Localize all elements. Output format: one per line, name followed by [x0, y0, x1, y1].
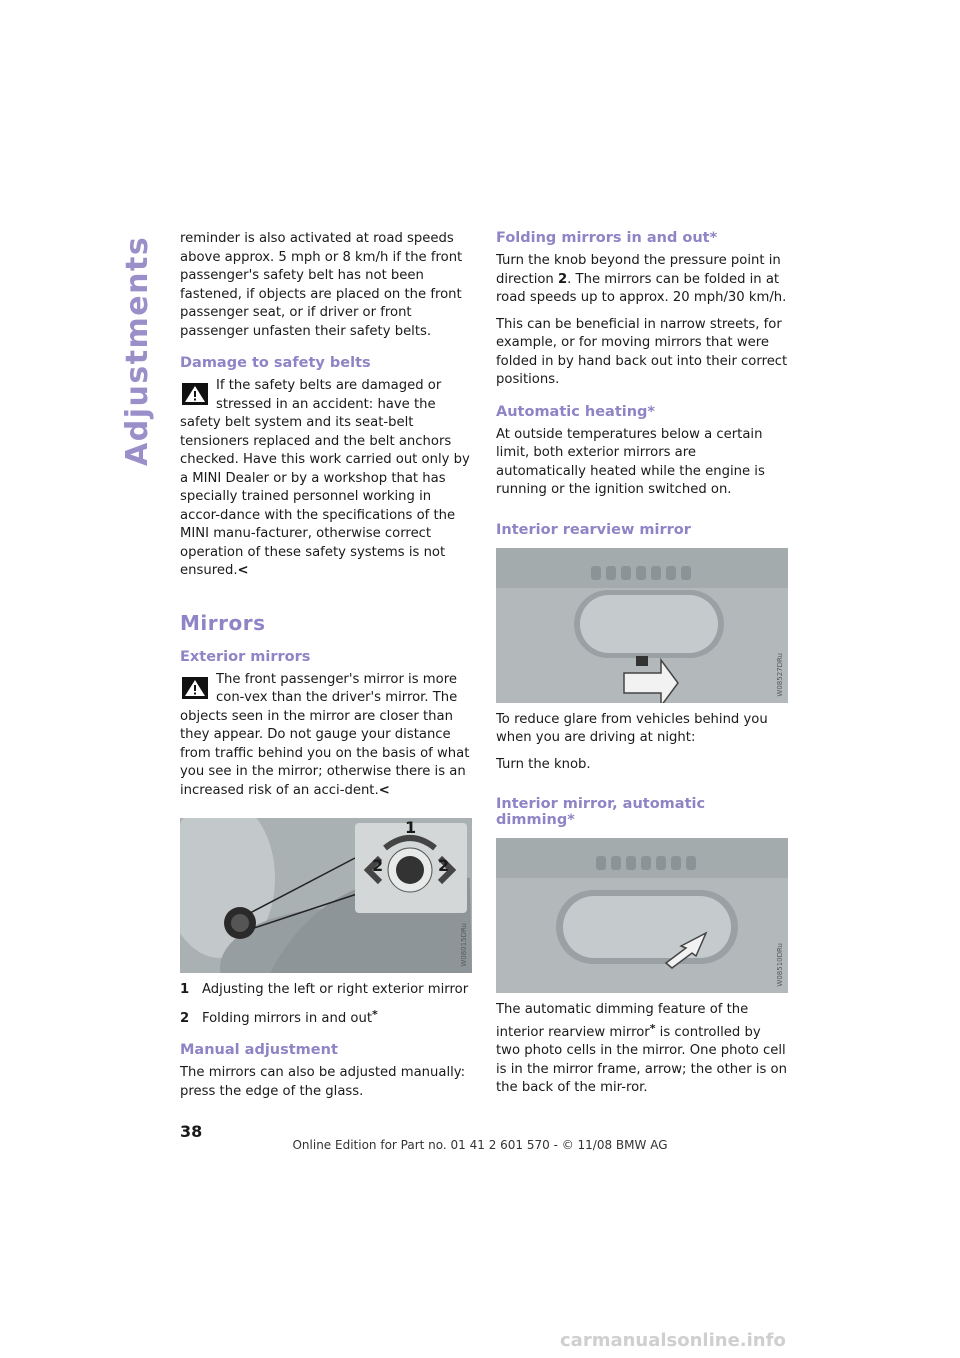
list-text: Adjusting the left or right exterior mirror: [202, 982, 469, 997]
rearview-mirror-photo: [496, 548, 788, 703]
end-mark: <: [378, 782, 390, 798]
photo-code: W08510DRu: [776, 943, 784, 987]
folding-heading: Folding mirrors in and out*: [496, 230, 718, 246]
rearview-mirror-illustration: [496, 548, 788, 703]
right-column: [496, 230, 788, 1106]
damage-heading: Damage to safety belts: [180, 355, 371, 371]
heating-text: At outside temperatures below a certain limit, both exterior mirrors are automatically heated while the engine is running or the ignition switched on.: [496, 426, 765, 497]
side-title-text: Adjustments: [120, 235, 155, 466]
dimming-mirror-illustration: [496, 838, 788, 993]
dimming-text-a: The automatic dimming feature of the interior rearview mirror: [496, 1002, 749, 1040]
intro-paragraph: reminder is also activated at road speeds above approx. 5 mph or 8 km/h if the front passenger's safety belt has not been fastened, if objects are placed on the front passenger seat, or if driver or front passenger unfasten their safety belts.: [180, 231, 463, 339]
watermark: carmanualsonline.info: [560, 1330, 786, 1351]
list-item: [180, 1006, 472, 1029]
callout-2-right: 2: [438, 856, 450, 875]
left-column: [180, 230, 472, 1109]
warning-icon: [182, 383, 208, 405]
page-number: 38: [180, 1122, 203, 1141]
rearview-paragraph-2: Turn the knob.: [496, 756, 591, 772]
damage-warning: [180, 377, 472, 581]
mirror-control-illustration: [180, 818, 472, 973]
optional-star: *: [372, 1007, 378, 1021]
folding-text-c: . The mirrors can be folded in at road speeds up to approx. 20 mph/30 km/h.: [496, 271, 787, 305]
rearview-paragraph-1: To reduce glare from vehicles behind you when you are driving at night:: [496, 711, 768, 745]
list-item: [180, 981, 472, 1000]
callout-1: 1: [405, 818, 417, 837]
heating-heading: Automatic heating*: [496, 403, 656, 420]
list-number: 1: [180, 982, 190, 997]
dimming-text-b: is controlled by two photo cells in the mirror. One photo cell is in the mirror frame, arrow; the other is on the back of the mir-ror.: [496, 1024, 787, 1095]
mirror-control-photo: [180, 818, 472, 973]
exterior-text: The front passenger's mirror is more con-vex than the driver's mirror. The objects seen in the mirror are closer than they appear. Do not gauge your distance from traffic behind you on the basis of what you see in the mirror; otherwise there is an increased risk of an acci-dent.: [180, 671, 470, 798]
manual-heading: Manual adjustment: [180, 1042, 338, 1058]
rearview-heading: Interior rearview mirror: [496, 521, 691, 538]
section-side-title: [118, 236, 158, 466]
manual-text: The mirrors can also be adjusted manually: press the edge of the glass.: [180, 1065, 466, 1099]
photo-code: W08015DRu: [460, 923, 468, 967]
dimming-heading: Interior mirror, automatic dimming*: [496, 796, 706, 828]
exterior-warning: [180, 671, 472, 801]
end-mark: <: [237, 563, 249, 578]
damage-text: If the safety belts are damaged or stressed in an accident: have the safety belt system and its seat-belt tensioners replaced and the belt anchors checked. Have this work carried out only by a MINI Dealer or by a workshop that has specially trained personnel working in accor-dance with the specifications of the MINI manu-facturer, otherwise correct operation of these safety systems is not ensured.: [180, 378, 470, 578]
optional-star: *: [649, 1021, 656, 1035]
dimming-text: [496, 1001, 788, 1098]
mirrors-heading: Mirrors: [180, 610, 266, 635]
photo-code: W08527DRu: [776, 652, 784, 697]
exterior-heading: Exterior mirrors: [180, 648, 311, 665]
footer: Online Edition for Part no. 01 41 2 601 570 - © 11/08 BMW AG: [292, 1138, 668, 1152]
warning-icon: [182, 677, 208, 699]
dimming-mirror-photo: [496, 838, 788, 993]
list-number: 2: [180, 1010, 190, 1026]
folding-paragraph-1: [496, 252, 788, 308]
folding-direction: 2: [557, 271, 568, 287]
folding-paragraph-2: This can be beneficial in narrow streets, for example, or for moving mirrors that were folded in by hand back out into their correct positions.: [496, 316, 788, 387]
callout-2-left: 2: [372, 856, 384, 875]
folding-text-a: Turn the knob beyond the pressure point in direction: [496, 253, 781, 287]
list-text: Folding mirrors in and out: [202, 1010, 373, 1026]
